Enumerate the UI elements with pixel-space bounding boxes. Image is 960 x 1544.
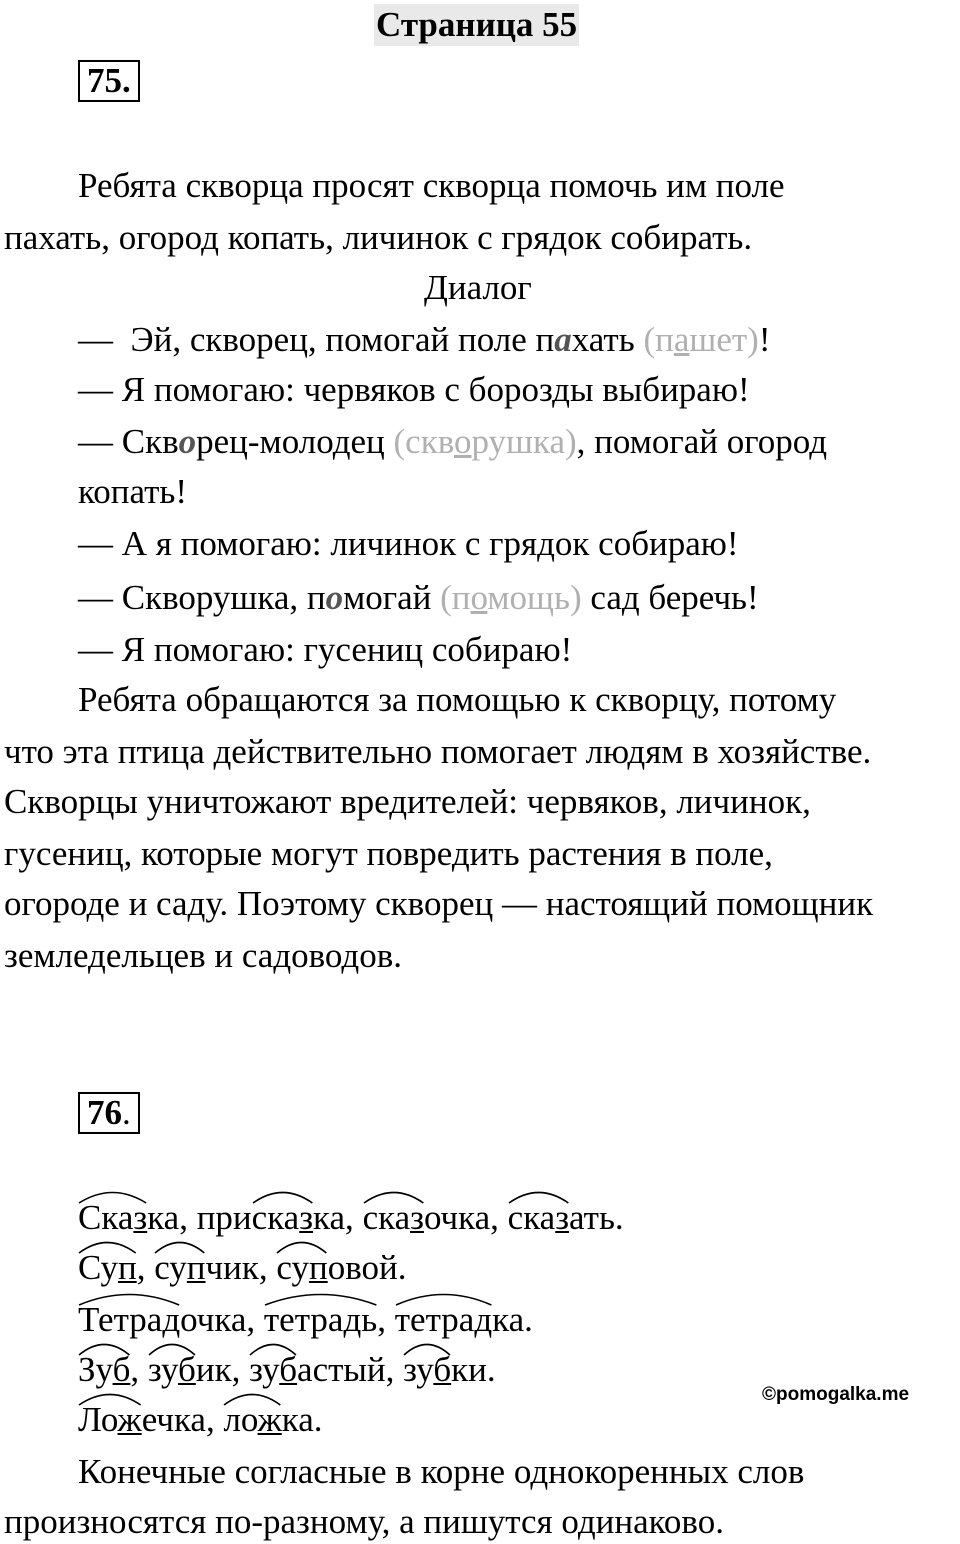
root-arc bbox=[223, 1390, 281, 1406]
root-arc bbox=[395, 1290, 492, 1306]
final-consonant: д bbox=[474, 1300, 493, 1339]
dialog-line-3-text-b: рец-молодец bbox=[196, 422, 394, 461]
root-arc bbox=[403, 1340, 451, 1356]
root-text: ска bbox=[362, 1198, 411, 1237]
root-arc bbox=[249, 1340, 297, 1356]
final-consonant: з bbox=[410, 1198, 424, 1237]
hint-text-b: шет) bbox=[689, 320, 759, 359]
accent-vowel: а bbox=[554, 320, 572, 359]
final-consonant: п bbox=[186, 1248, 206, 1287]
dialog-line-4: — А я помогаю: личинок с грядок собираю! bbox=[78, 524, 739, 563]
word bbox=[264, 1300, 395, 1339]
task-76-number-digits: 76 bbox=[87, 1093, 122, 1132]
paragraph-line-3: Скворцы уничтожают вредителей: червяков, личинок, bbox=[4, 782, 811, 821]
watermark: ©pomogalka.me bbox=[762, 1384, 910, 1405]
root-text: ска bbox=[251, 1198, 300, 1237]
root-arc bbox=[363, 1188, 424, 1204]
word-ending: ать. bbox=[569, 1198, 624, 1237]
word-root bbox=[223, 1398, 281, 1442]
root-arc bbox=[154, 1238, 205, 1254]
word-ending: ечка, bbox=[141, 1400, 224, 1439]
word-root bbox=[78, 1298, 180, 1342]
hint-vowel: о bbox=[454, 422, 472, 461]
check-word-hint bbox=[394, 422, 577, 461]
root-arc bbox=[78, 1290, 180, 1306]
word-root bbox=[403, 1348, 451, 1392]
task-75-intro-line-2: пахать, огород копать, личинок с грядок собирать. bbox=[4, 218, 753, 257]
conclusion-line-1: Конечные согласные в корне однокоренных слов bbox=[78, 1452, 805, 1491]
word bbox=[363, 1198, 508, 1237]
word bbox=[78, 1248, 154, 1287]
final-consonant: д bbox=[162, 1300, 181, 1339]
word-ending: , bbox=[136, 1248, 155, 1287]
word-ending: чик, bbox=[205, 1248, 277, 1287]
word-ending: , bbox=[377, 1300, 395, 1339]
root-text: Ло bbox=[78, 1400, 118, 1439]
dialog-line-5 bbox=[78, 576, 759, 620]
page-title: Страница 55 bbox=[376, 5, 578, 44]
word-root bbox=[395, 1298, 492, 1342]
final-consonant: з bbox=[555, 1198, 570, 1237]
word bbox=[223, 1400, 322, 1439]
accent-vowel: о bbox=[325, 578, 344, 617]
root-text: зу bbox=[249, 1350, 280, 1389]
dialog-line-5-text-b: могай bbox=[343, 578, 441, 617]
dialog-line-1-text-a: — Эй, скворец, помогай поле п bbox=[78, 320, 555, 359]
check-word-hint bbox=[440, 578, 581, 617]
word-root bbox=[148, 1348, 196, 1392]
word bbox=[78, 1300, 264, 1339]
task-76-number bbox=[78, 1092, 140, 1134]
dialog-line-1-text-b: хать bbox=[571, 320, 644, 359]
root-text: ло bbox=[223, 1400, 258, 1439]
word bbox=[154, 1248, 276, 1287]
root-text: тетра bbox=[263, 1300, 344, 1339]
word bbox=[395, 1300, 533, 1339]
word-ending: ки. bbox=[451, 1350, 496, 1389]
final-consonant: б bbox=[279, 1350, 298, 1389]
root-arc bbox=[508, 1188, 569, 1204]
hint-text-a: (п bbox=[440, 578, 471, 617]
final-consonant: п bbox=[308, 1248, 328, 1287]
word-ending: очка, bbox=[423, 1198, 508, 1237]
root-arc bbox=[78, 1188, 147, 1204]
word-root bbox=[276, 1246, 327, 1290]
word-root bbox=[154, 1246, 205, 1290]
word bbox=[78, 1400, 223, 1439]
hint-text-b: рушка) bbox=[471, 422, 577, 461]
root-text: Су bbox=[78, 1248, 118, 1287]
dialog-line-1 bbox=[78, 318, 770, 362]
word bbox=[249, 1350, 403, 1389]
word-group-line bbox=[78, 1298, 533, 1342]
root-text: зу bbox=[147, 1350, 179, 1389]
paragraph-line-1: Ребята обращаются за помощью к скворцу, потому bbox=[78, 680, 837, 719]
final-consonant: б bbox=[178, 1350, 196, 1389]
task-75-intro-line-1: Ребята скворца просят скворца помочь им поле bbox=[78, 166, 785, 205]
hint-text-a: (скв bbox=[393, 422, 454, 461]
word bbox=[148, 1350, 249, 1389]
word-ending: астый, bbox=[297, 1350, 404, 1389]
word bbox=[508, 1198, 624, 1237]
root-text: зу bbox=[403, 1350, 434, 1389]
root-arc bbox=[148, 1340, 196, 1356]
word-ending: ка, bbox=[147, 1198, 197, 1237]
root-arc bbox=[78, 1238, 137, 1254]
root-text: тетра bbox=[394, 1300, 475, 1339]
final-consonant: ж bbox=[257, 1400, 282, 1439]
word bbox=[197, 1198, 363, 1237]
word-root bbox=[252, 1196, 313, 1240]
word-root bbox=[249, 1348, 297, 1392]
word-root bbox=[264, 1298, 377, 1342]
word-ending: очка, bbox=[180, 1300, 264, 1339]
word-root bbox=[78, 1348, 130, 1392]
root-arc bbox=[276, 1238, 327, 1254]
dialog-line-6: — Я помогаю: гусениц собираю! bbox=[78, 630, 573, 669]
dialog-line-2: — Я помогаю: червяков с борозды выбираю! bbox=[78, 370, 750, 409]
dialog-heading: Диалог bbox=[424, 268, 532, 307]
word-group-line bbox=[78, 1348, 496, 1392]
word-group-line bbox=[78, 1398, 323, 1442]
word bbox=[276, 1248, 406, 1287]
word-ending: овой. bbox=[327, 1248, 407, 1287]
root-text: Ска bbox=[78, 1198, 134, 1237]
word-ending: ка. bbox=[281, 1400, 323, 1439]
paragraph-line-5: огороде и саду. Поэтому скворец — настоящий помощник bbox=[4, 884, 874, 923]
final-consonant: п bbox=[117, 1248, 137, 1287]
word bbox=[403, 1350, 495, 1389]
dialog-line-5-text-a: — Скворушка, п bbox=[78, 578, 326, 617]
root-text: Зу bbox=[78, 1350, 113, 1389]
word bbox=[78, 1350, 148, 1389]
word-root bbox=[363, 1196, 424, 1240]
root-text: су bbox=[154, 1248, 187, 1287]
paragraph-line-6: земледельцев и садоводов. bbox=[4, 936, 403, 975]
root-arc bbox=[78, 1340, 130, 1356]
root-text: Тетра bbox=[78, 1300, 163, 1339]
task-75-number: 75. bbox=[78, 60, 140, 102]
word-root bbox=[508, 1196, 569, 1240]
check-word-hint bbox=[643, 320, 758, 359]
dialog-line-3-text-a: — Скв bbox=[78, 422, 179, 461]
word-root bbox=[78, 1246, 137, 1290]
hint-vowel: а bbox=[673, 320, 690, 359]
dialog-line-3-continued: копать! bbox=[78, 472, 187, 511]
prefix: при bbox=[196, 1198, 252, 1237]
word-root bbox=[78, 1398, 142, 1442]
paragraph-line-2: что эта птица действительно помогает людям в хозяйстве. bbox=[4, 732, 872, 771]
dialog-line-3-text-c: , помогай огород bbox=[576, 422, 828, 461]
word-group-line bbox=[78, 1196, 624, 1240]
word-group-line bbox=[78, 1246, 406, 1290]
hint-text-b: мощь) bbox=[487, 578, 582, 617]
hint-vowel: о bbox=[470, 578, 488, 617]
word-root bbox=[78, 1196, 147, 1240]
root-text: су bbox=[276, 1248, 309, 1287]
final-consonant: з bbox=[299, 1198, 314, 1237]
root-arc bbox=[78, 1390, 142, 1406]
final-consonant: б bbox=[433, 1350, 452, 1389]
final-consonant: з bbox=[133, 1198, 148, 1237]
dialog-line-5-text-c: сад беречь! bbox=[581, 578, 759, 617]
paragraph-line-4: гусениц, которые могут повредить растения в поле, bbox=[4, 834, 773, 873]
root-arc bbox=[264, 1290, 377, 1306]
conclusion-line-2: произносятся по-разному, а пишутся одинаково. bbox=[4, 1502, 724, 1541]
accent-vowel: о bbox=[178, 422, 197, 461]
word-ending: , bbox=[130, 1350, 148, 1389]
word-ending: ик, bbox=[195, 1350, 250, 1389]
root-text-tail: ь bbox=[361, 1300, 378, 1339]
word-ending: ка. bbox=[492, 1300, 533, 1339]
root-arc bbox=[252, 1188, 313, 1204]
final-consonant: б bbox=[112, 1350, 131, 1389]
hint-text-a: (п bbox=[643, 320, 674, 359]
word-ending: ка, bbox=[313, 1198, 363, 1237]
word bbox=[78, 1198, 197, 1237]
task-76-number-dot: . bbox=[122, 1093, 131, 1132]
dialog-line-3 bbox=[78, 420, 827, 464]
final-consonant: ж bbox=[117, 1400, 142, 1439]
root-text: ска bbox=[507, 1198, 556, 1237]
dialog-line-1-text-c: ! bbox=[758, 320, 771, 359]
final-consonant: д bbox=[343, 1300, 362, 1339]
